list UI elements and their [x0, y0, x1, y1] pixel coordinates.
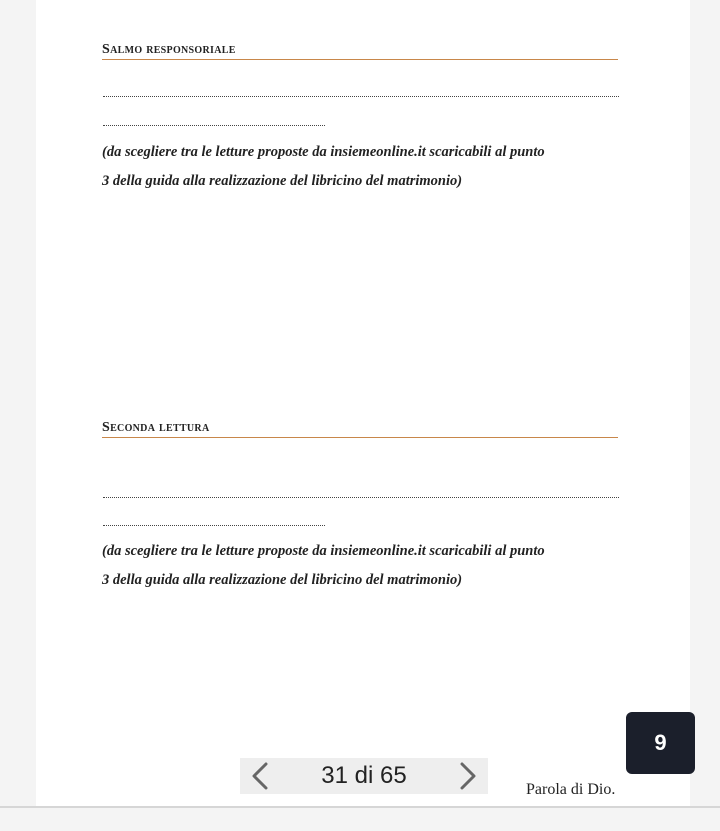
- chevron-right-icon: [457, 761, 479, 791]
- page-indicator: 31 di 65: [321, 762, 407, 789]
- instruction-text: [102, 138, 632, 196]
- dotted-line: [103, 125, 325, 126]
- page-badge[interactable]: 9: [626, 712, 695, 774]
- instruction-line: 3 della guida alla realizzazione del libricino del matrimonio): [102, 173, 463, 189]
- section-heading-seconda-lettura: Seconda lettura: [102, 420, 618, 438]
- chevron-left-icon: [249, 761, 271, 791]
- document-page: [36, 0, 690, 806]
- viewer-divider: [0, 806, 720, 808]
- prev-page-button[interactable]: [240, 758, 280, 794]
- closing-text: Parola di Dio.: [526, 781, 616, 798]
- next-page-button[interactable]: [448, 758, 488, 794]
- dotted-line: [103, 497, 619, 498]
- page-navigator: [240, 758, 488, 794]
- instruction-line: (da scegliere tra le letture proposte da insiemeonline.it scaricabili al punto: [102, 144, 545, 160]
- section-heading-salmo: Salmo responsoriale: [102, 42, 618, 60]
- dotted-line: [103, 96, 619, 97]
- instruction-text: [102, 537, 632, 595]
- instruction-line: 3 della guida alla realizzazione del libricino del matrimonio): [102, 572, 463, 588]
- dotted-line: [103, 525, 325, 526]
- instruction-line: (da scegliere tra le letture proposte da insiemeonline.it scaricabili al punto: [102, 543, 545, 559]
